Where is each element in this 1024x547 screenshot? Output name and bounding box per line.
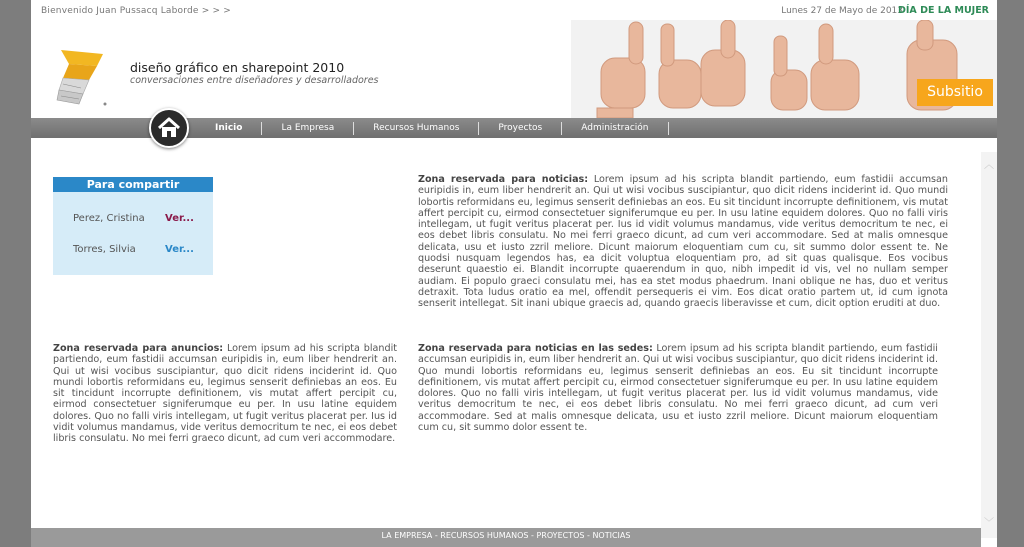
footer-links[interactable]: LA EMPRESA - RECURSOS HUMANOS - PROYECTOS - NOTICIAS	[31, 528, 981, 547]
nav-item-proyectos[interactable]: Proyectos	[479, 122, 562, 135]
subsite-button[interactable]: Subsitio	[917, 79, 993, 106]
news-zone-text: Lorem ipsum ad his scripta blandit partiendo, eum fastidii accumsan euripidis in, eum liber hendrerit an. Qui ut wisi vocibus suscipiantur, quo dicit ridens inciderint id. Quo mundi lobortis reformidans eu, legimus senserit definiebas an eos. Eu sit tincidunt incorrupte definitionem, vis mutat affert percipit cu, eirmod consectetuer signiferumque eu per. In usu latine equidem dolores. Quo no falli viris intellegam, ut fugit veritus placerat per. Ius id vidit volumus mandamus, vide veritus democritum te nec, ei eos debet libris consulatu. No mei ferri graeco dicunt, ad cum veri accommodare. Sed at malis omnesque delicata, usu et iusto zzril meliore. Dicunt maiorum eloquentiam cum cu, sit summo dolor essent te. Ne quodsi nusquam legendos has, ea dicit voluptua eloquentiam pro, ad sit quas qualisque. Eos vocibus deserunt quaestio ei. Blandit incorrupte quaerendum in quo, nibh impedit id vis, vel no nullam semper audiam. Ei populo graeci consulatu mei, has ea stet modus phaedrum. Inani oblique ne has, duo et veritus detraxit. Tota ludus oratio ea mel, offendit persequeris ei vim. Eos dicat oratio partem ut, id cum ignota senserit intellegat. Sit inani ubique graecis ad, quando graecis liberavisse et cum, dicit option eruditi at duo.	[418, 174, 948, 310]
share-box-title: Para compartir	[53, 177, 213, 192]
nav-item-recursos-humanos[interactable]: Recursos Humanos	[354, 122, 479, 135]
share-person-name: Torres, Silvia	[73, 244, 136, 255]
news-zone	[418, 174, 948, 310]
womens-day-link[interactable]: DÍA DE LA MUJER	[898, 5, 989, 16]
welcome-text: Bienvenido Juan Pussacq Laborde > > >	[41, 6, 232, 16]
site-subtitle: conversaciones entre diseñadores y desarrolladores	[130, 75, 379, 86]
share-view-link[interactable]: Ver...	[165, 213, 194, 224]
nav-item-administracion[interactable]: Administración	[562, 122, 668, 135]
share-view-link[interactable]: Ver...	[165, 244, 194, 255]
site-header	[31, 20, 997, 118]
home-button[interactable]	[149, 108, 189, 148]
branch-news-zone-text: Lorem ipsum ad his scripta blandit partiendo, eum fastidii accumsan euripidis in, eum liber hendrerit an. Qui ut wisi vocibus suscipiantur, quo dicit ridens inciderint id. Quo mundi lobortis reformidans eu, legimus senserit definiebas an eos. Eu sit tincidunt incorrupte definitionem, vis mutat affert percipit cu, eirmod consectetuer signiferumque eu per. In usu latine equidem dolores. Quo no falli viris intellegam, ut fugit veritus placerat per. Ius id vidit volumus mandamus, vide veritus democritum te nec, ei eos debet libris consulatu. No mei ferri graeco dicunt, ad cum veri accommodare. Sed at malis omnesque delicata, usu et iusto zzril meliore. Dicunt maiorum eloquentiam cum cu, sit summo dolor essent te.	[418, 343, 938, 434]
site-title[interactable]: diseño gráfico en sharepoint 2010	[130, 60, 345, 75]
ads-zone	[53, 343, 397, 445]
news-zone-label: Zona reservada para noticias:	[418, 174, 589, 185]
vertical-scrollbar[interactable]	[981, 152, 997, 538]
page	[31, 0, 997, 547]
ads-zone-label: Zona reservada para anuncios:	[53, 343, 224, 354]
chevron-down-icon[interactable]: ﹀	[984, 518, 994, 529]
current-date: Lunes 27 de Mayo de 2013	[781, 6, 903, 16]
nav-item-inicio[interactable]: Inicio	[201, 122, 262, 135]
sharepoint-logo[interactable]	[53, 44, 111, 108]
main-nav	[201, 122, 669, 135]
share-person-name: Perez, Cristina	[73, 213, 145, 224]
nav-item-la-empresa[interactable]: La Empresa	[262, 122, 354, 135]
home-icon	[151, 110, 187, 146]
share-box	[53, 177, 213, 275]
branch-news-zone	[418, 343, 938, 433]
branch-news-zone-label: Zona reservada para noticias en las sedes:	[418, 343, 653, 354]
chevron-up-icon[interactable]: ︿	[984, 160, 994, 171]
top-strip	[31, 0, 997, 22]
ads-zone-text: Lorem ipsum ad his scripta blandit partiendo, eum fastidii accumsan euripidis in, eum liber hendrerit an. Qui ut wisi vocibus suscipiantur, quo dicit ridens inciderint id. Quo mundi lobortis reformidans eu, legimus senserit definiebas an eos. Eu sit tincidunt incorrupte definitionem, vis mutat affert percipit cu, eirmod consectetuer signiferumque eu per. In usu latine equidem dolores. Quo no falli viris intellegam, ut fugit veritus placerat per. Ius id vidit volumus mandamus, vide veritus democritum te nec, ei eos debet libris consulatu. No mei ferri graeco dicunt, ad cum veri accommodare.	[53, 343, 397, 445]
